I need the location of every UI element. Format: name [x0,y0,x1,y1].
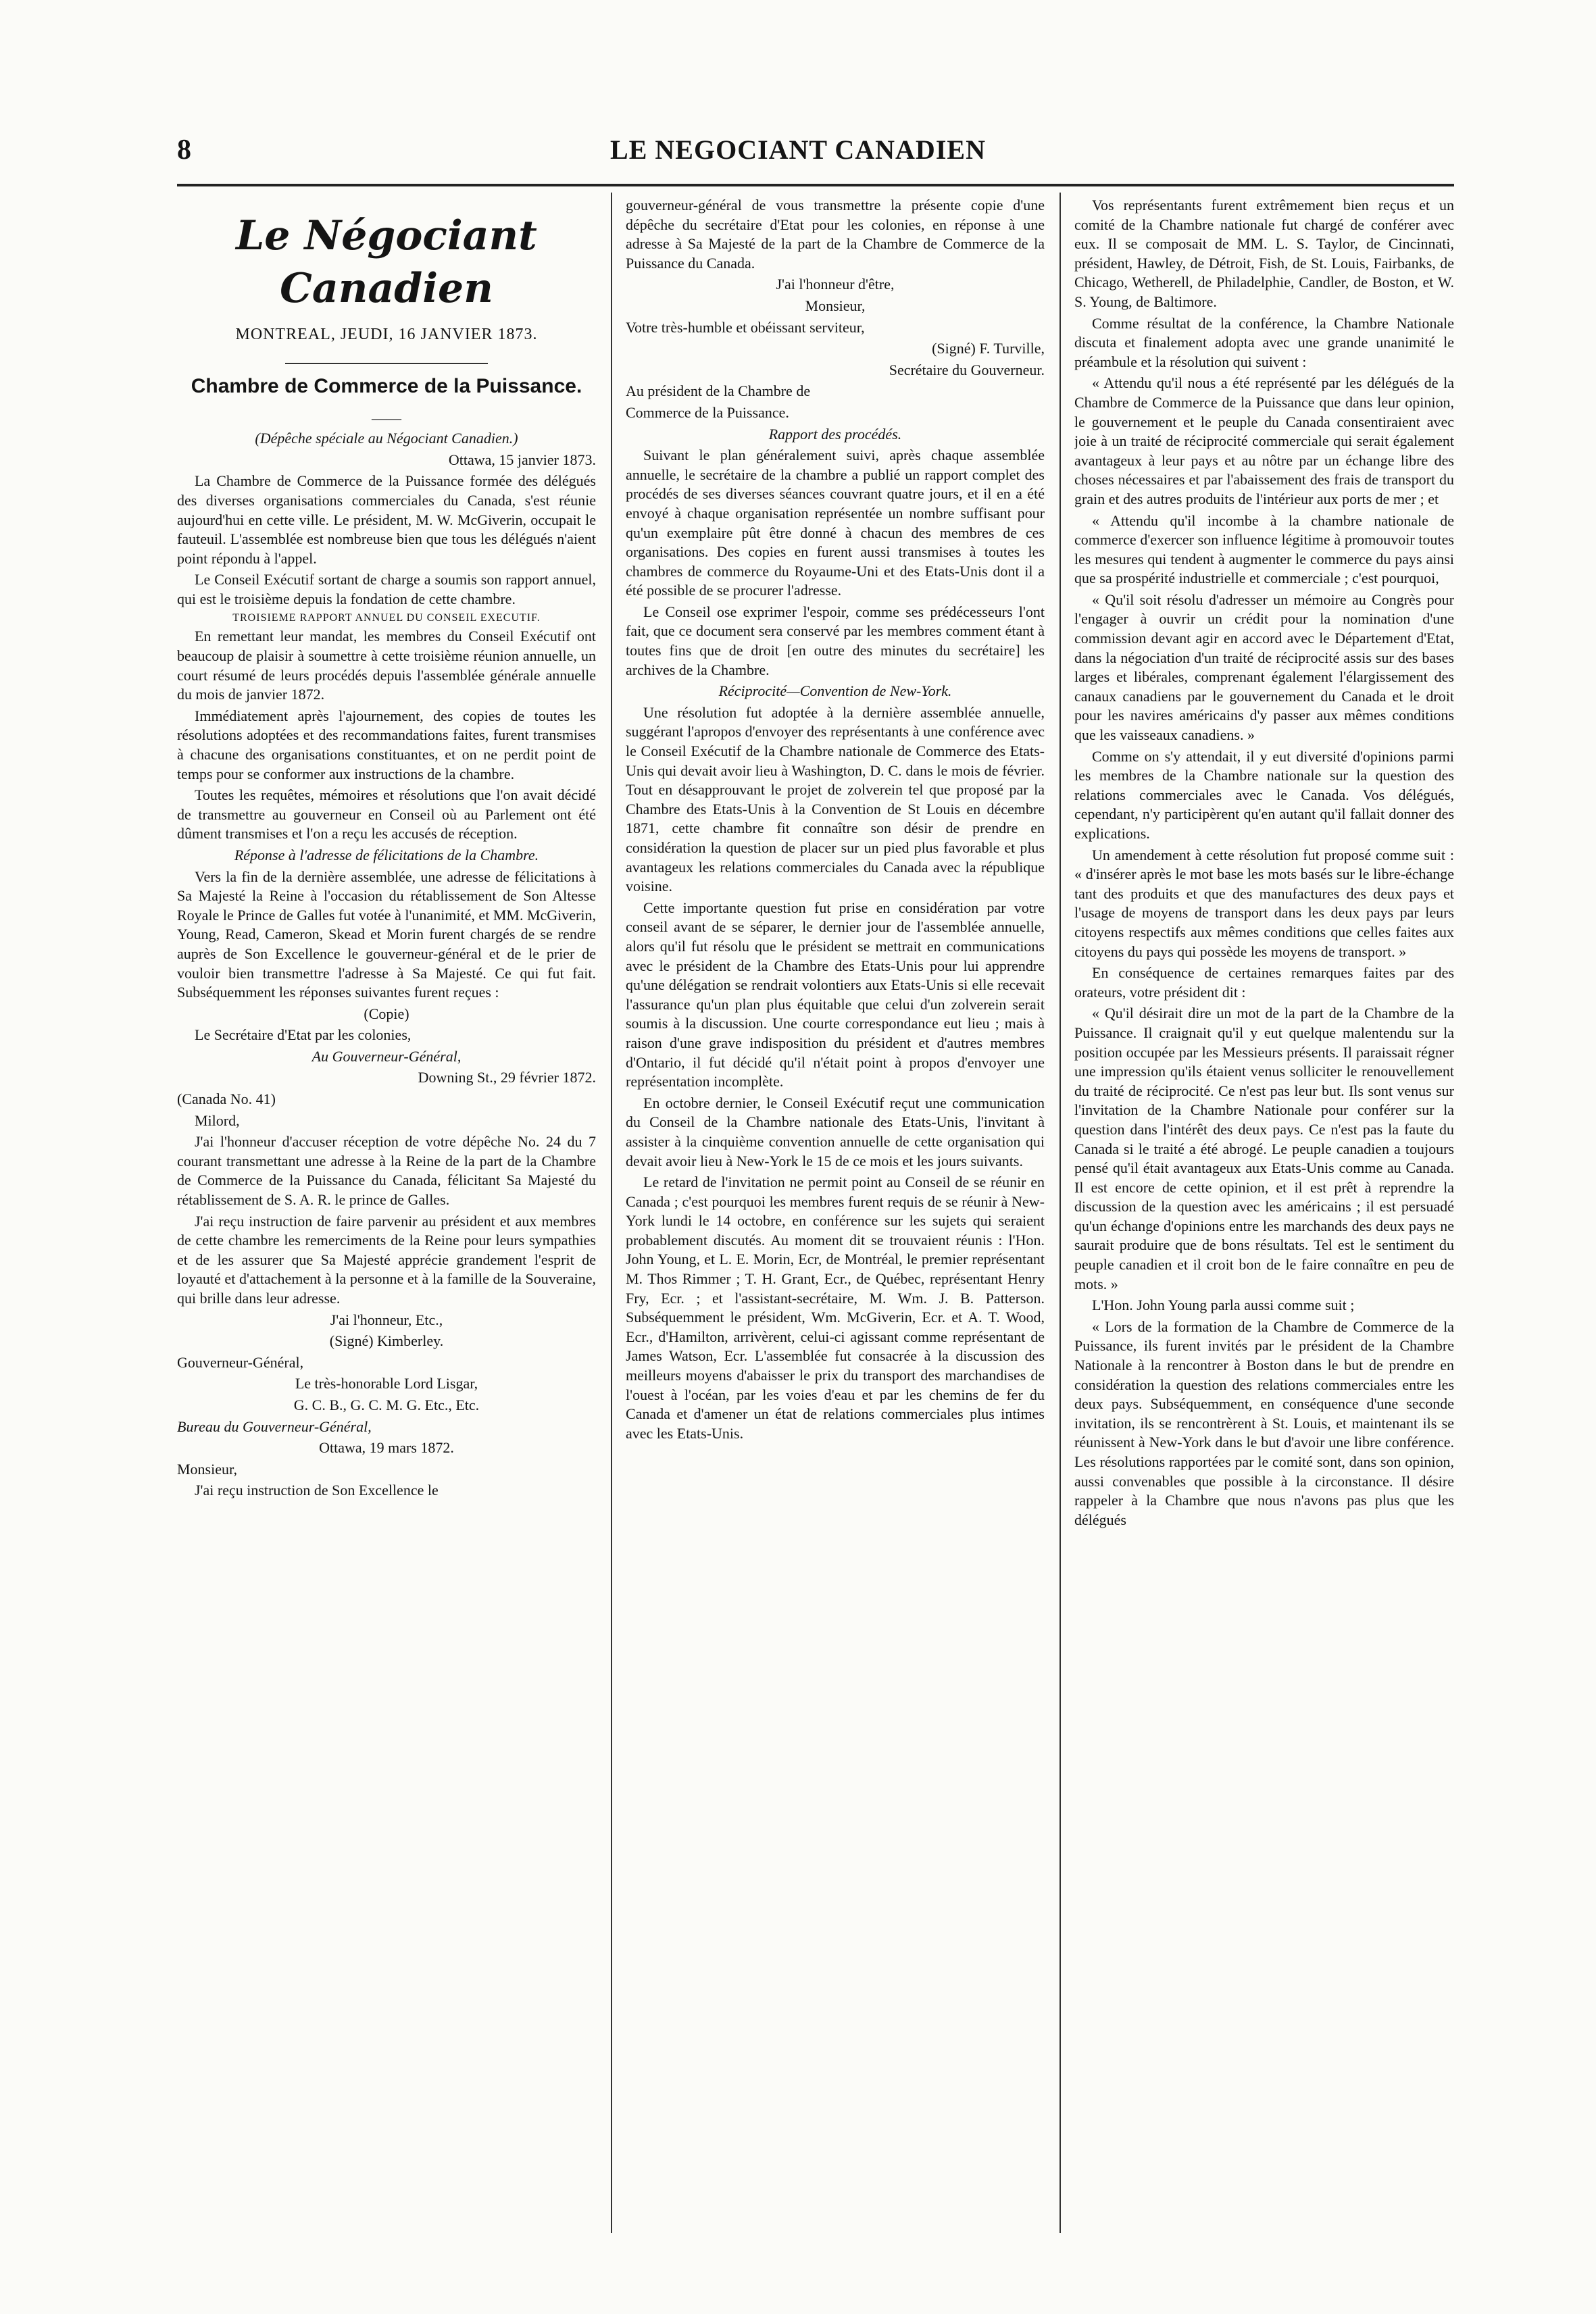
letter-line: G. C. B., G. C. M. G. Etc., Etc. [293,1396,480,1413]
letter-line: Ottawa, 19 mars 1872. [319,1439,454,1457]
letter-line: Milord, [195,1111,240,1129]
letter-line: J'ai l'honneur, Etc., [330,1311,443,1328]
copy-label: (Copie) [364,1005,409,1022]
paragraph: Cette importante question fut prise en considération par votre conseil avant de se séparer, le dernier jour de l'assemblée annuelle, alors qu'il fut résolu que le président se mettrait en communications avec le président de la Chambre des Etats-Unis pour lui apprendre qu'une délégation se rendrait volontiers aux Etats-Unis si elle recevait l'assurance qu'un plan plus équitable que celui d'un zolverein serait soumis à la discussion. Une courte correspondance eut lieu ; mais à raison d'une grave indisposition du président et d'autres membres d'Ontario, il fut décidé qu'il n'était point à propos d'envoyer une représentation incomplète. [626,899,1045,1090]
letter-line: (Canada No. 41) [177,1090,276,1108]
letter-line: Monsieur, [177,1460,237,1478]
subheading: Réponse à l'adresse de félicitations de la Chambre. [234,846,539,863]
paragraph: Le Conseil Exécutif sortant de charge a soumis son rapport annuel, qui est le troisième depuis la fondation de cette chambre. [177,571,596,608]
column-rule [1059,193,1061,2233]
report-title: TROISIEME RAPPORT ANNUEL DU CONSEIL EXECUTIF. [232,611,541,624]
subheading: Rapport des procédés. [768,425,902,443]
paragraph: J'ai l'honneur d'accuser réception de votre dépêche No. 24 du 7 courant transmettant une adresse à la Reine de la part de la Chambre de Commerce de la Puissance du Canada, félicitant Sa Majesté du rétablissement de S. A. R. le prince de Galles. [177,1133,596,1209]
paragraph: « Attendu qu'il incombe à la chambre nationale de commerce d'exercer son influence légitime à promouvoir toutes les mesures qui tendent à augmenter le commerce du pays ainsi que sa prospérité industrielle et commerciale ; c'est pourquoi, [1074,511,1454,587]
letter-line: Commerce de la Puissance. [626,403,789,421]
letter-line: Gouverneur-Général, [177,1353,304,1371]
letter-line: Le Secrétaire d'Etat par les colonies, [195,1026,412,1044]
paragraph: gouverneur-général de vous transmettre la présente copie d'une dépêche du secrétaire d'Etat pour les colonies, en réponse à une adresse à Sa Majesté de la part de la Chambre de Commerce de la Puissance du Canada. [626,197,1045,272]
paragraph: Le Conseil ose exprimer l'espoir, comme ses prédécesseurs l'ont fait, que ce document sera conservé par les membres comment étant à toutes fins que de droit [en outre des minutes du secrétaire] les archives de la Chambre. [626,603,1045,678]
column-2 [626,196,1045,2243]
paragraph: Comme on s'y attendait, il y eut diversité d'opinions parmi les membres de la Chambre nationale sur la question des relations commerciales avec le Canada. Vos délégués, cependant, n'y participèrent qu'en autant qu'il fallait donner des explications. [1074,747,1454,842]
subheading: Réciprocité—Convention de New-York. [718,682,952,700]
letter-line: Monsieur, [805,297,866,314]
paragraph: « Qu'il désirait dire un mot de la part de la Chambre de la Puissance. Il craignait qu'il y eut quelque malentendu sur la position occupée par les Messieurs présents. Il paraissait régner une impression qu'ils étaient venus solliciter le renouvellement du traité de réciprocité. Ce n'est pas leur but. Ils sont venus sur l'invitation de la Chambre Nationale pour conférer sur la question dans l'intérêt des deux pays. Ce n'est pas la faute du Canada si le traité a été abrogé. Le peuple canadien a toujours pensé qu'il était avantageux aux Etats-Unis comme au Canada. Il est encore de cette opinion, et il est prêt à reprendre la discussion de la question avec les américains ; il est persuadé qu'un échange d'opinions entre les marchands des deux pays ne saurait produire que de bons résultats. Tel est le sentiment du peuple canadien et il croit bon de le faire connaître en peu de mots. » [1074,1005,1454,1292]
paragraph: Le retard de l'invitation ne permit point au Conseil de se réunir en Canada ; c'est pourquoi les membres furent requis de se réunir à New-York lundi le 14 octobre, en conférence sur les sujets qui seraient probablement discutés. Au moment dit se trouvaient réunis : l'Hon. John Young, et L. E. Morin, Ecr, de Montréal, le premier représentant M. Thos Rimmer ; T. H. Grant, Ecr., de Québec, représentant Henry Fry, Ecr. ; et l'assistant-secrétaire, M. Wm. J. B. Patterson. Subséquemment le président, Wm. McGiverin, Ecr. et A. T. Wood, Ecr., d'Hamilton, arrivèrent, celui-ci agissant comme représentant de James Watson, Ecr. L'assemblée fut consacrée à la discussion des meilleurs moyens d'abaisser le prix du transport des marchandises de l'ouest à l'océan, par les voies d'eau et par les chemins de fer du Canada et d'amener un état de relations commerciales plus intimes avec les Etats-Unis. [626,1174,1045,1442]
paragraph: En remettant leur mandat, les membres du Conseil Exécutif ont beaucoup de plaisir à soumettre à cette troisième réunion annuelle, un court résumé de leurs procédés depuis l'assemblée générale annuelle du mois de janvier 1872. [177,628,596,703]
paragraph: « Attendu qu'il nous a été représenté par les délégués de la Chambre de Commerce de la Puissance que dans leur opinion, le gouvernement et le peuple du Canada consentiraient avec joie à un traité de réciprocité commerciale qui serait également avantageux à leur pays et au nôtre par un échange libre des choses nécessaires et par l'abaissement des frais de transport du grain et des autres produits de l'intérieur aux ports de mer ; et [1074,374,1454,507]
letter-line: J'ai l'honneur d'être, [776,276,895,293]
paragraph: En conséquence de certaines remarques faites par des orateurs, votre président dit : [1074,964,1454,1001]
paragraph: Comme résultat de la conférence, la Chambre Nationale discuta et finalement adopta avec une grande unanimité le préambule et la résolution qui suivent : [1074,314,1454,370]
letter-line: Downing St., 29 février 1872. [418,1069,596,1086]
paragraph: En octobre dernier, le Conseil Exécutif reçut une communication du Conseil de la Chambre nationale des Etats-Unis, l'invitant à assister à la cinquième convention annuelle de cette organisation qui devait avoir lieu à New-York le 15 de ce mois et les jours suivants. [626,1094,1045,1169]
paragraph: Un amendement à cette résolution fut proposé comme suit : « d'insérer après le mot base les mots basés sur le libre-échange tant des produits et que des manufactures des deux pays et l'usage de moyens de transport dans les deux pays par leurs citoyens respectifs aux mêmes conditions que celles faites aux citoyens du pays qui possède les moyens de transport. » [1074,846,1454,960]
column-rule [611,193,612,2233]
paragraph: J'ai reçu instruction de faire parvenir au président et aux membres de cette chambre les remerciments de la Reine pour leurs sympathies et de les assurer que Sa Majesté apprécie grandement l'esprit de loyauté et d'attachement à la personne et à la famille de la Souveraine, qui brille dans leur adresse. [177,1212,596,1307]
dispatch-note: (Dépêche spéciale au Négociant Canadien.) [255,430,518,447]
paragraph: Vos représentants furent extrêmement bien reçus et un comité de la Chambre nationale fut chargé de conférer avec eux. Il se composait de MM. L. S. Taylor, de Cincinnati, président, Hawley, de Détroit, Fish, de St. Louis, Fairbanks, de Chicago, Wetherell, de Philadelphie, Candler, de Boston, et W. S. Young, de Baltimore. [1074,197,1454,310]
letter-line: Au Gouverneur-Général, [311,1047,462,1065]
header-rule [177,184,1454,186]
article-heading: Chambre de Commerce de la Puissance. [191,375,582,398]
letter-line: Le très-honorable Lord Lisgar, [295,1375,478,1392]
journal-name: LE NEGOCIANT CANADIEN [610,134,986,165]
signature: (Signé) Kimberley. [329,1332,444,1350]
paragraph: Immédiatement après l'ajournement, des copies de toutes les résolutions adoptées et des recommandations faites, furent transmises à chacune des organisations constituantes, et on ne perdit point de temps pour se conformer aux instructions de la chambre. [177,707,596,782]
letter-line: J'ai reçu instruction de Son Excellence le [195,1482,439,1499]
paragraph: « Lors de la formation de la Chambre de Commerce de la Puissance, ils furent invités par le président de la Chambre Nationale à la rencontrer à Boston dans le but de prendre en considération la question des relations commerciales entre les deux pays. Subséquemment, en conséquence d'une seconde invitation, ils se rencontrèrent à St. Louis, et maintenant ils se réunissent à New-York dans le but d'avoir une libre conférence. Les résolutions rapportées par le comité sont, dans son opinion, aussi convenables que possible à la circonstance. Il désire rappeler à la Chambre que nous n'avons pas plus que les délégués [1074,1317,1454,1528]
paragraph: Une résolution fut adoptée à la dernière assemblée annuelle, suggérant l'apropos d'envoyer des représentants à une conférence avec le Conseil Exécutif de la Chambre nationale de Commerce des Etats-Unis qui devait avoir lieu à Washington, D. C. dans le mois de février. Tout en désapprouvant le projet de zolverein tel que proposé par la Chambre des Etats-Unis à la Convention de St Louis en décembre 1871, cette chambre fit connaître son désir de prendre en considération la question de placer sur un pied plus favorable et plus avantageux les relations commerciales du Canada avec la république voisine. [626,703,1045,895]
signature: (Signé) F. Turville, [932,340,1045,357]
dash: —— [372,409,401,426]
masthead-title: Le Négociant Canadien [236,212,537,312]
dateline: Ottawa, 15 janvier 1873. [448,451,596,468]
page-number: 8 [177,134,191,166]
divider [285,363,488,364]
letter-line: Au président de la Chambre de [626,382,811,400]
paragraph: Vers la fin de la dernière assemblée, une adresse de félicitations à Sa Majesté la Reine à l'occasion du rétablissement de Son Altesse Royale le Prince de Galles fut votée à l'unanimité, et MM. McGiverin, Young, Read, Cameron, Skead et Morin furent chargés de se rendre auprès de Son Excellence le gouverneur-général et de le prier de vouloir bien transmettre l'adresse à Sa Majesté. Ce qui fut fait. Subséquemment les réponses suivantes furent reçues : [177,867,596,1001]
letter-line: Votre très-humble et obéissant serviteur, [626,318,865,336]
letter-line: Bureau du Gouverneur-Général, [177,1417,372,1435]
paragraph: « Qu'il soit résolu d'adresser un mémoire au Congrès pour l'engager à ouvrir un crédit pour la nomination d'une commission devant agir en accord avec le Département d'Etat, dans la négociation d'un traité de réciprocité assis sur des bases larges et libérales, comprenant également l'élargissement des canaux canadiens par le gouvernement du Canada et le droit pour les navires américains d'y passer aux mêmes conditions que les vaisseaux canadiens. » [1074,590,1454,744]
column-1 [177,196,596,2243]
paragraph: Suivant le plan généralement suivi, après chaque assemblée annuelle, le secrétaire de la chambre a publié un rapport complet des procédés de ses diverses séances couvrant quatre jours, et il en a été envoyé à chaque organisation représentée un nombre suffisant pour qu'un exemplaire pût être donné à chacun des membres de ces organisations. Des copies en furent aussi transmises à toutes les chambres de commerce du Royaume-Uni et des Etats-Unis dont il a été possible de se procurer l'adresse. [626,447,1045,599]
letter-line: Secrétaire du Gouverneur. [889,361,1045,378]
paragraph: La Chambre de Commerce de la Puissance formée des délégués des diverses organisations commerciales du Canada, s'est réunie aujourd'hui en cette ville. Le président, M. W. McGiverin, occupait le fauteuil. L'assemblée est nombreuse bien que tous les délégués n'aient point répondu à l'appel. [177,472,596,567]
paragraph: L'Hon. John Young parla aussi comme suit ; [1092,1297,1355,1314]
running-head [0,134,1596,174]
paragraph: Toutes les requêtes, mémoires et résolutions que l'on avait décidé de transmettre au gouverneur en Conseil où au Parlement ont été dûment transmises et l'on a reçu les accusés de réception. [177,786,596,842]
masthead-date: MONTREAL, JEUDI, 16 JANVIER 1873. [235,326,538,343]
column-3 [1074,196,1454,2243]
